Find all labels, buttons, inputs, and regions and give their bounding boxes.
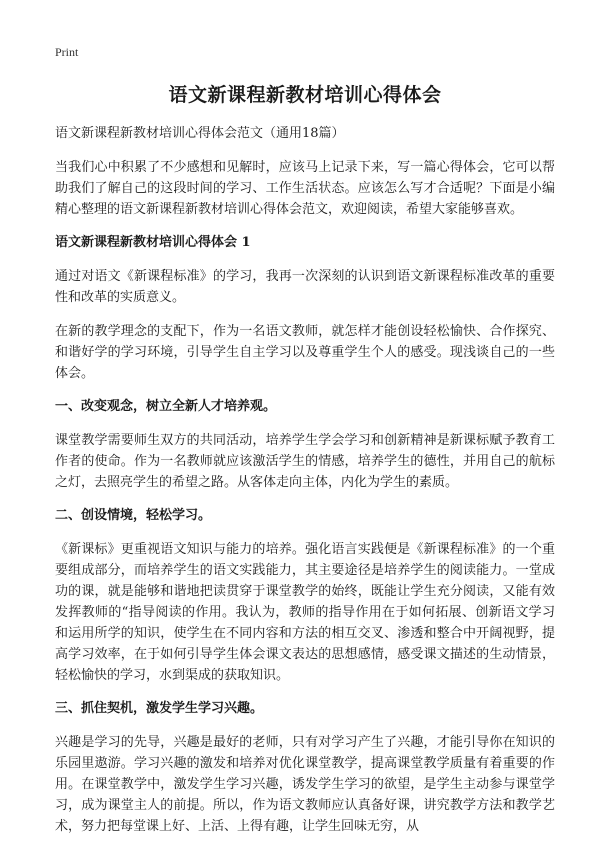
document-title: 语文新课程新教材培训心得体会 [168,84,442,106]
paragraph-1: 通过对语文《新课程标准》的学习，我再一次深刻的认识到语文新课程标准改革的重要性和改革的实质意义。 [55,269,555,305]
document-subtitle: 语文新课程新教材培训心得体会范文（通用18篇） [55,126,345,141]
paragraph-2: 在新的教学理念的支配下，作为一名语文教师，就怎样才能创设轻松愉快、合作探究、和谐好学的学习环境，引导学生自主学习以及尊重学生个人的感受。现浅谈自己的一些体会。 [55,324,555,381]
intro-paragraph: 当我们心中积累了不少感想和见解时，应该马上记录下来，写一篇心得体会，它可以帮助我们了解自己的这段时间的学习、工作生活状态。应该怎么写才合适呢？下面是小编精心整理的语文新课程新教材培训心得体会范文，欢迎阅读，希望大家能够喜欢。 [55,160,555,217]
paragraph-4: 《新课标》更重视语文知识与能力的培养。强化语言实践便是《新课程标准》的一个重要组成部分，而培养学生的语文实践能力，其主要途径是培养学生的阅读能力。一堂成功的课，就是能够和谐地把读贯穿于课堂教学的始终，既能让学生充分阅读，又能有效发挥教师的“指导阅读的作用。我认为，教师的指导作用在于如何拓展、创新语文学习和运用所学的知识，使学生在不同内容和方法的相互交叉、渗透和整合中开阔视野，提高学习效率，在于如何引导学生体会课文表达的思想感情，感受课文描述的生动情景，轻松愉快的学习，水到渠成的获取知识。 [55,542,555,683]
print-link[interactable]: Print [55,45,79,59]
paragraph-3: 课堂教学需要师生双方的共同活动，培养学生学会学习和创新精神是新课标赋予教育工作者的使命。作为一名教师就应该激活学生的情感，培养学生的德性，并用自己的航标之灯，去照亮学生的希望之路。从客体走向主体，内化为学生的素质。 [55,433,555,490]
section-title: 语文新课程新教材培训心得体会 1 [55,235,251,250]
paragraph-5: 兴趣是学习的先导，兴趣是最好的老师，只有对学习产生了兴趣，才能引导你在知识的乐园里遨游。学习兴趣的激发和培养对优化课堂教学，提高课堂教学质量有着重要的作用。在课堂教学中，激发学生学习兴趣，诱发学生学习的欲望，是学生主动参与课堂学习，成为课堂主人的前提。所以，作为语文教师应认真备好课，讲究教学方法和教学艺术，努力把每堂课上好、上活、上得有趣，让学生回味无穷，从 [55,735,555,834]
heading-3: 三、抓住契机，激发学生学习兴趣。 [55,701,264,716]
heading-2: 二、创设情境，轻松学习。 [55,508,212,523]
document-body [55,82,555,850]
heading-1: 一、改变观念，树立全新人才培养观。 [55,399,277,414]
